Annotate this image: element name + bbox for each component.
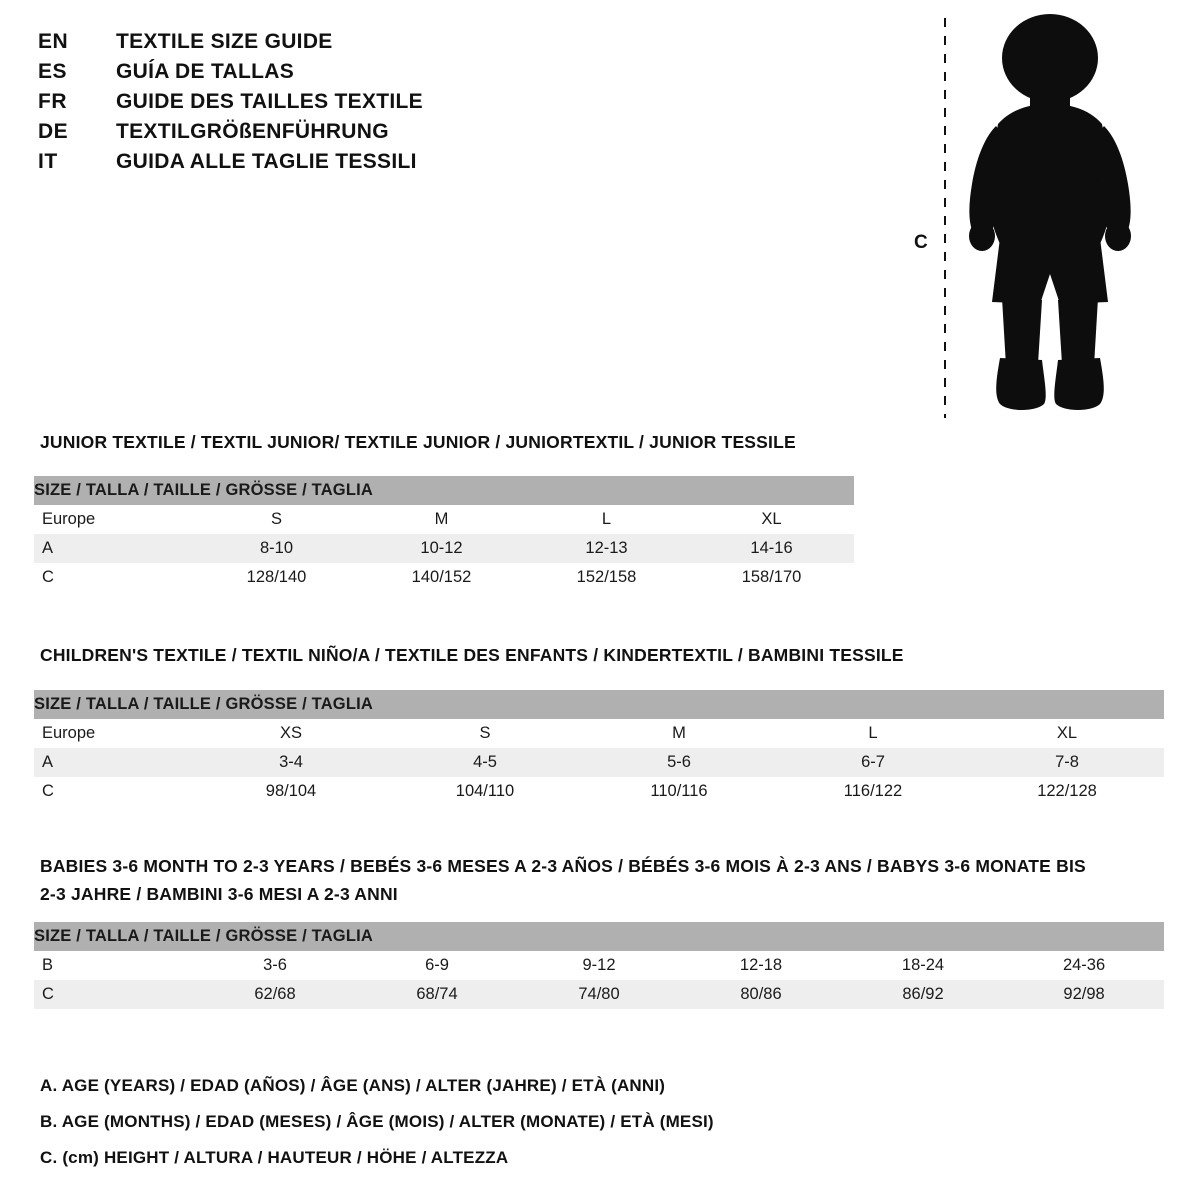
cell-value: 12-18 (680, 951, 842, 980)
table-header-row (34, 476, 854, 505)
table-row (34, 563, 854, 592)
cell-value: 6-9 (356, 951, 518, 980)
cell-value: XL (970, 719, 1164, 748)
language-row (38, 150, 598, 180)
cell-value: XS (194, 719, 388, 748)
child-figure-area (900, 12, 1170, 422)
cell-value: 6-7 (776, 748, 970, 777)
section-title-junior: JUNIOR TEXTILE / TEXTIL JUNIOR/ TEXTILE JUNIOR / JUNIORTEXTIL / JUNIOR TESSILE (40, 432, 796, 452)
cell-value: S (194, 505, 359, 534)
table-row (34, 980, 1164, 1009)
cell-value: S (388, 719, 582, 748)
cell-value: 10-12 (359, 534, 524, 563)
cell-value: 158/170 (689, 563, 854, 592)
language-code: EN (38, 30, 69, 53)
cell-value: 104/110 (388, 777, 582, 806)
table-row (34, 777, 1164, 806)
language-code: DE (38, 120, 69, 143)
table-header-label: SIZE / TALLA / TAILLE / GRÖSSE / TAGLIA (34, 690, 1164, 719)
language-title-list (38, 30, 598, 180)
babies-size-table (34, 922, 1164, 1009)
height-dashed-line (944, 18, 946, 418)
table-header-row (34, 690, 1164, 719)
row-label: A (34, 748, 194, 777)
cell-value: 68/74 (356, 980, 518, 1009)
cell-value: 110/116 (582, 777, 776, 806)
legend-line-b: B. AGE (MONTHS) / EDAD (MESES) / ÂGE (MOIS) / ALTER (MONATE) / ETÀ (MESI) (40, 1112, 714, 1131)
table-header-label: SIZE / TALLA / TAILLE / GRÖSSE / TAGLIA (34, 922, 1164, 951)
cell-value: 152/158 (524, 563, 689, 592)
cell-value: 86/92 (842, 980, 1004, 1009)
table-header-label: SIZE / TALLA / TAILLE / GRÖSSE / TAGLIA (34, 476, 854, 505)
child-silhouette-icon (950, 12, 1150, 417)
cell-value: 62/68 (194, 980, 356, 1009)
cell-value: 5-6 (582, 748, 776, 777)
language-title: GUÍA DE TALLAS (116, 60, 295, 83)
cell-value: 7-8 (970, 748, 1164, 777)
cell-value: 140/152 (359, 563, 524, 592)
cell-value: 12-13 (524, 534, 689, 563)
language-title: GUIDA ALLE TAGLIE TESSILI (116, 150, 417, 173)
cell-value: 3-4 (194, 748, 388, 777)
row-label: Europe (34, 505, 194, 534)
cell-value: 74/80 (518, 980, 680, 1009)
legend-line-a: A. AGE (YEARS) / EDAD (AÑOS) / ÂGE (ANS) / ALTER (JAHRE) / ETÀ (ANNI) (40, 1076, 666, 1095)
table-row (34, 534, 854, 563)
cell-value: 128/140 (194, 563, 359, 592)
table-row (34, 951, 1164, 980)
language-row (38, 60, 598, 90)
row-label: B (34, 951, 194, 980)
cell-value: 98/104 (194, 777, 388, 806)
section-title-children: CHILDREN'S TEXTILE / TEXTIL NIÑO/A / TEXTILE DES ENFANTS / KINDERTEXTIL / BAMBINI TESSILE (40, 645, 904, 665)
table-header-row (34, 922, 1164, 951)
language-code: IT (38, 150, 58, 173)
cell-value: 24-36 (1004, 951, 1164, 980)
cell-value: M (359, 505, 524, 534)
row-label: Europe (34, 719, 194, 748)
cell-value: 9-12 (518, 951, 680, 980)
cell-value: 122/128 (970, 777, 1164, 806)
language-title: GUIDE DES TAILLES TEXTILE (116, 90, 423, 113)
language-row (38, 90, 598, 120)
row-label: A (34, 534, 194, 563)
table-row (34, 748, 1164, 777)
cell-value: L (776, 719, 970, 748)
junior-size-table (34, 476, 854, 592)
cell-value: 14-16 (689, 534, 854, 563)
cell-value: 4-5 (388, 748, 582, 777)
cell-value: XL (689, 505, 854, 534)
cell-value: M (582, 719, 776, 748)
language-row (38, 30, 598, 60)
legend-block (40, 1068, 1040, 1176)
height-measure-label: C (914, 232, 928, 253)
cell-value: L (524, 505, 689, 534)
cell-value: 116/122 (776, 777, 970, 806)
cell-value: 92/98 (1004, 980, 1164, 1009)
cell-value: 80/86 (680, 980, 842, 1009)
language-code: FR (38, 90, 67, 113)
row-label: C (34, 777, 194, 806)
table-row (34, 719, 1164, 748)
language-title: TEXTILE SIZE GUIDE (116, 30, 333, 53)
language-code: ES (38, 60, 68, 83)
cell-value: 18-24 (842, 951, 1004, 980)
cell-value: 3-6 (194, 951, 356, 980)
row-label: C (34, 563, 194, 592)
cell-value: 8-10 (194, 534, 359, 563)
row-label: C (34, 980, 194, 1009)
language-row (38, 120, 598, 150)
legend-line-c: C. (cm) HEIGHT / ALTURA / HAUTEUR / HÖHE / ALTEZZA (40, 1148, 509, 1167)
language-title: TEXTILGRÖßENFÜHRUNG (116, 120, 389, 143)
section-title-babies: BABIES 3-6 MONTH TO 2-3 YEARS / BEBÉS 3-6 MESES A 2-3 AÑOS / BÉBÉS 3-6 MOIS À 2-3 ANS / BABYS 3-6 MONATE BIS 2-3 JAHRE / BAMBINI 3-6 MESI A 2-3 ANNI (40, 856, 1086, 904)
table-row (34, 505, 854, 534)
children-size-table (34, 690, 1164, 806)
